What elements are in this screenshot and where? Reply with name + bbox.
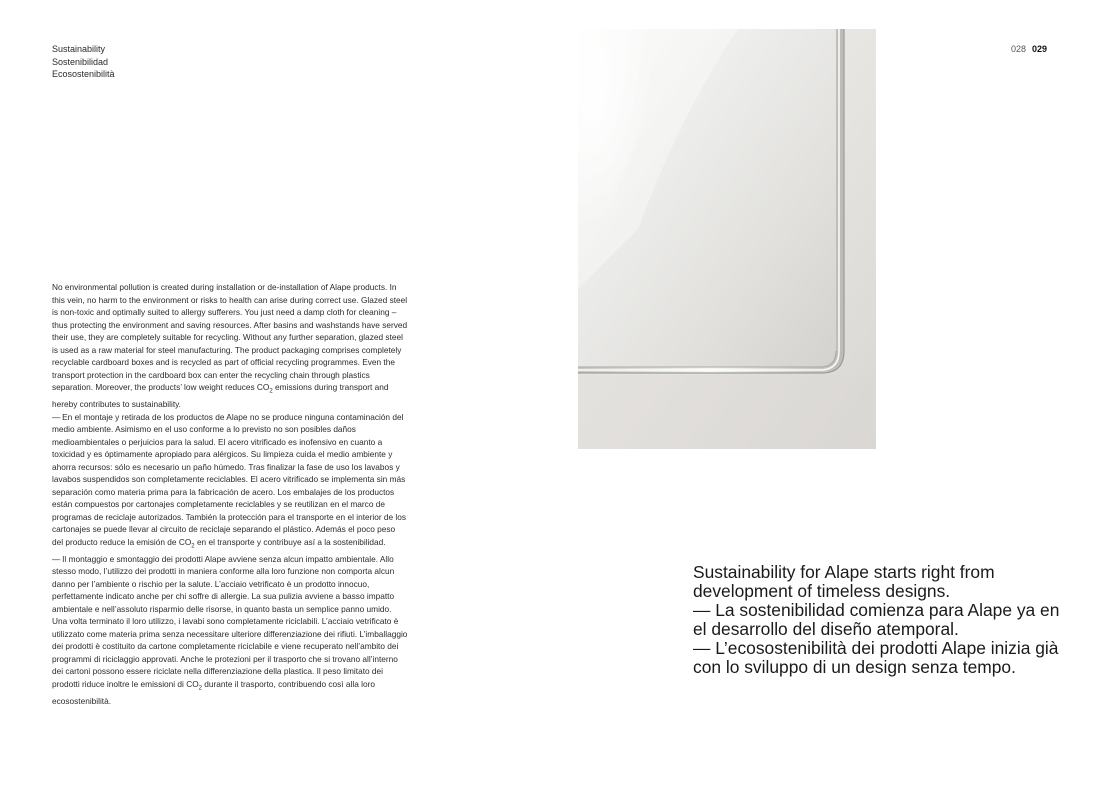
section-label-es: Sostenibilidad	[52, 56, 109, 67]
paragraph-italian: — Il montaggio e smontaggio dei prodotti Alape avviene senza alcun impatto ambientale. Allo stesso modo, l’utilizzo dei prodotti in maniera conforme alla loro funzione non comporta alcun danno per l’ambiente o rischio per la salute. L’acciaio vetrificato è un prodotto innocuo, perfettamente indicato anche per chi soffre di allergie. La sua pulizia avviene a basso impatto ambientale e nell’assoluto risparmio delle risorse, in quanto basta un semplice panno umido. Una volta terminato il loro utilizzo, i lavabi sono completamente riciclabili. L’acciaio vetrificato è utilizzato come materia prima senza necessitare ulteriore differenziazione dei rifiuti. L’imballaggio dei prodotti è costituito da cartone completamente riciclabile e viene recuperato nell’ambito dei programmi di riciclaggio approvati. Anche le protezioni per il trasporto che si trovano all’interno dei cartoni possono essere riciclate nella differenziazione della plastica. Il peso limitato dei prodotti riduce inoltre le emissioni di $CO_2$ durante il trasporto, contribuendo così alla loro ecosostenibilità.	[52, 553, 408, 706]
section-labels	[52, 43, 115, 81]
section-label-it: Ecosostenibilità	[52, 69, 115, 79]
lower-surface	[578, 375, 876, 449]
page-number-right: 029	[1031, 44, 1047, 54]
page-number-left: 028	[1010, 44, 1026, 54]
co2-formula: $CO_2$	[256, 382, 273, 395]
washbasin-image	[578, 29, 876, 449]
headline	[693, 563, 1063, 677]
co2-formula: $CO_2$	[178, 536, 195, 550]
co2-formula: $CO_2$	[186, 678, 202, 692]
paragraph-spanish: — En el montaje y retirada de los productos de Alape no se produce ninguna contaminación del medio ambiente. Asimismo en el uso conforme a lo previsto no son posibles daños medioambientales o perjuicios para la salud. El acero vitrificado es inofensivo en cuanto a toxicidad y es óptimamente apropiado para alérgicos. Su limpieza cuida el medio ambiente y ahorra recursos: sólo es necesario un paño húmedo. Tras finalizar la fase de uso los lavabos y lavabos suspendidos son completamente reciclables. El acero vitrificado se implementa sin más separación como materia prima para la fabricación de acero. Los embalajes de los productos están compuestos por cartonajes completamente reciclables y se reutilizan en el marco de programas de reciclaje autorizados. También la protección para el transporte en el interior de los cartonajes se puede llevar al circuito de reciclaje separando el plástico. Además el poco peso del producto reduce la emisión de $CO_2$ en el transporte y contribuye así a la sostenibilidad.	[52, 411, 407, 550]
page-numbers	[1011, 43, 1047, 56]
body-text	[52, 281, 408, 707]
headline-italian: — L’ecosostenibilità dei prodotti Alape inizia già con lo sviluppo di un design senza tempo.	[693, 638, 1059, 677]
washbasin-photo	[578, 29, 876, 449]
headline-english: Sustainability for Alape starts right from development of timeless designs.	[693, 562, 995, 601]
section-label-en: Sustainability	[52, 44, 106, 54]
paragraph-english: No environmental pollution is created during installation or de-installation of Alape products. In this vein, no harm to the environment or risks to health can arise during correct use. Glazed steel is non-toxic and optimally suited to allergy sufferers. You just need a damp cloth for cleaning – thus protecting the environment and saving resources. After basins and washstands have served their use, they are completely suitable for recycling. Without any further separation, glazed steel is used as a raw material for steel manufacturing. The product packaging comprises completely recyclable cardboard boxes and is recycled as part of official recycling programmes. Even the transport protection in the cardboard box can enter the recycling chain through plastics separation. Moreover, the products’ low weight reduces $CO_2$ emissions during transport and hereby contributes to sustainability.	[52, 282, 408, 410]
headline-spanish: — La sostenibilidad comienza para Alape ya en el desarrollo del diseño atemporal.	[693, 600, 1060, 639]
